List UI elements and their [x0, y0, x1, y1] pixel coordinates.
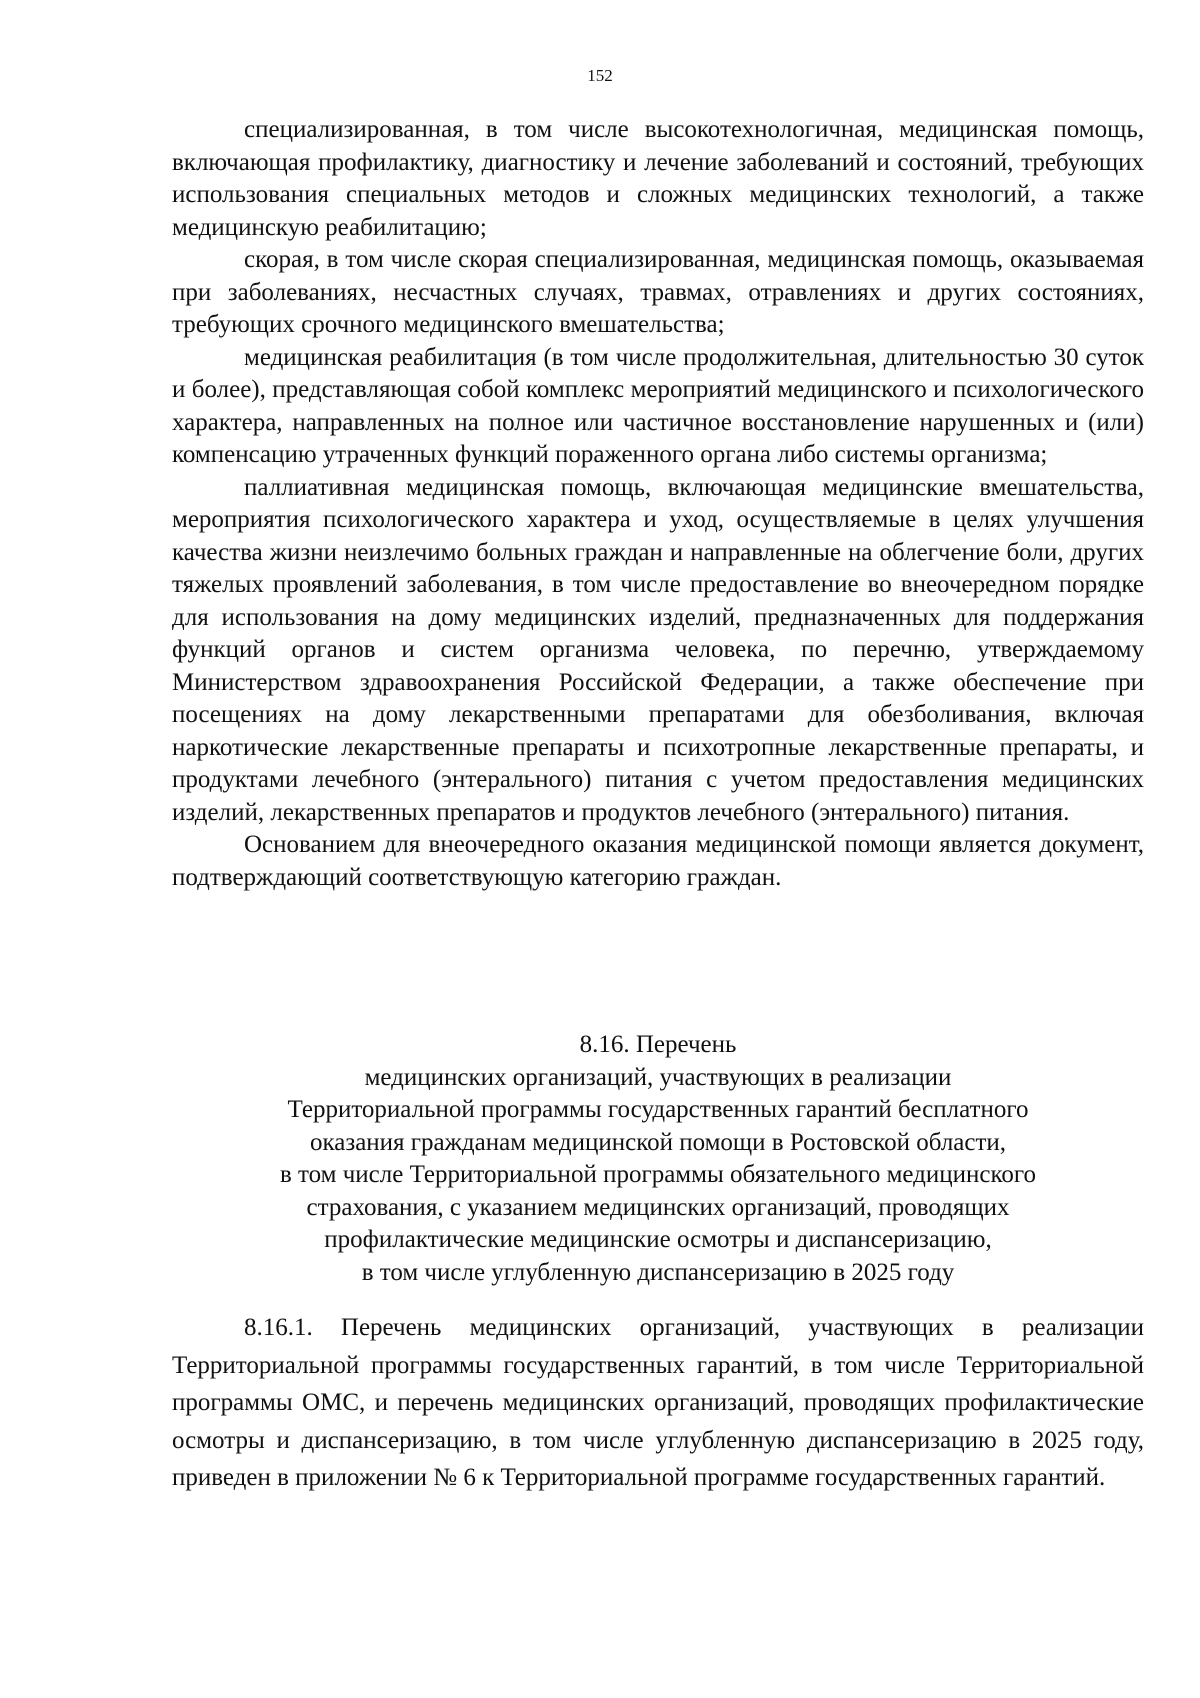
section-heading-line: в том числе Территориальной программы обязательного медицинского [279, 1161, 1036, 1188]
section-heading [172, 1029, 1144, 1289]
section-heading-line: в том числе углубленную диспансеризацию в 2025 году [361, 1258, 955, 1286]
paragraph-emergency-care: скорая, в том числе скорая специализированная, медицинская помощь, оказываемая при заболеваниях, несчастных случаях, травмах, отравлениях и других состояниях, требующих срочного медицинского вмешательства; [172, 246, 1144, 338]
section-heading-line: 8.16. Перечень [579, 1031, 737, 1058]
section-heading-line: медицинских организаций, участвующих в реализации [364, 1063, 952, 1091]
section-heading-line: оказания гражданам медицинской помощи в Ростовской области, [309, 1128, 1007, 1156]
section-heading-line: страхования, с указанием медицинских организаций, проводящих [306, 1193, 1010, 1221]
subsection-paragraph: 8.16.1. Перечень медицинских организаций, участвующих в реализации Территориальной программы государственных гарантий, в том числе Территориальной программы ОМС, и перечень медицинских организаций, проводящих профилактические осмотры и диспансеризацию, в том числе углубленную диспансеризацию в 2025 году, приведен в приложении № 6 к Территориальной программе государственных гарантий. [172, 1314, 1144, 1491]
body-text [172, 114, 1144, 894]
section-heading-line: Территориальной программы государственных гарантий бесплатного [287, 1096, 1029, 1123]
paragraph-specialized-care: специализированная, в том числе высокотехнологичная, медицинская помощь, включающая профилактику, диагностику и лечение заболеваний и состояний, требующих использования специальных методов и сложных медицинских технологий, а также медицинскую реабилитацию; [172, 116, 1144, 241]
subsection-8-16-1 [172, 1309, 1144, 1497]
paragraph-palliative-care: паллиативная медицинская помощь, включающая медицинские вмешательства, мероприятия психологического характера и уход, осуществляемые в целях улучшения качества жизни неизлечимо больных граждан и направленные на облегчение боли, других тяжелых проявлений заболевания, в том числе предоставление во внеочередном порядке для использования на дому медицинских изделий, предназначенных для поддержания функций органов и систем организма человека, по перечню, утверждаемому Министерством здравоохранения Российской Федерации, а также обеспечение при посещениях на дому лекарственными препаратами для обезболивания, включая наркотические лекарственные препараты и психотропные лекарственные препараты, и продуктами лечебного (энтерального) питания с учетом предоставления медицинских изделий, лекарственных препаратов и продуктов лечебного (энтерального) питания. [172, 473, 1144, 826]
section-heading-line: профилактические медицинские осмотры и диспансеризацию, [324, 1226, 992, 1253]
page-number: 152 [587, 66, 613, 85]
paragraph-rehabilitation: медицинская реабилитация (в том числе продолжительная, длительностью 30 суток и более), представляющая собой комплекс мероприятий медицинского и психологического характера, направленных на полное или частичное восстановление нарушенных и (или) компенсацию утраченных функций пораженного органа либо системы организма; [172, 343, 1144, 468]
paragraph-basis-document: Основанием для внеочередного оказания медицинской помощи является документ, подтверждающий соответствующую категорию граждан. [172, 831, 1144, 891]
